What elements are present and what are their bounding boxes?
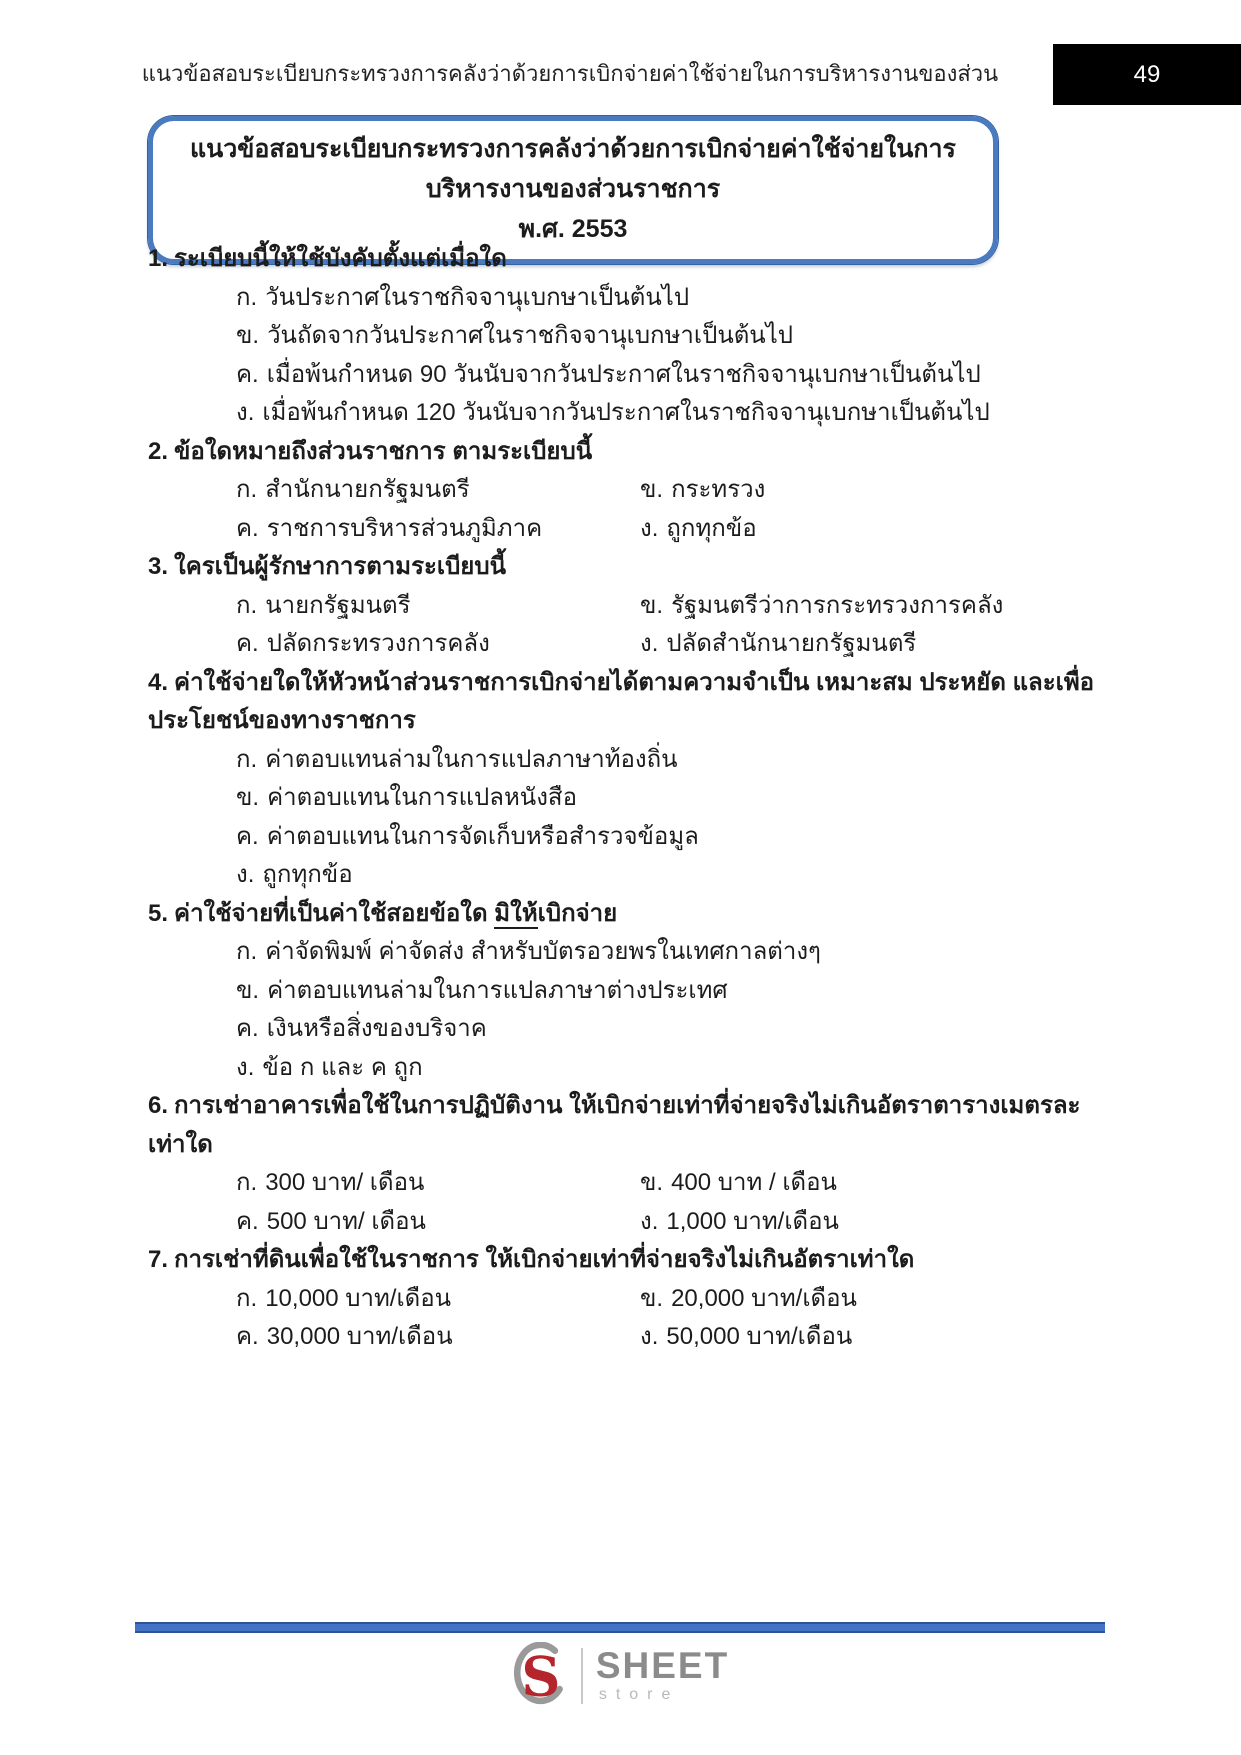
question-3 [148,548,1105,664]
choice-text: กระทรวง [671,476,766,503]
choice-text: เมื่อพ้นกำหนด 90 วันนับจากวันประกาศในราชกิจจานุเบกษาเป็นต้นไป [266,360,981,388]
footer-divider-bar [135,1622,1105,1633]
choice-label: ค. [236,1207,259,1235]
choice-text: เมื่อพ้นกำหนด 120 วันนับจากวันประกาศในราชกิจจานุเบกษาเป็นต้นไป [262,399,990,426]
choice [148,317,1105,356]
choice [148,394,1105,433]
question-title-underlined: มิให้ [494,899,538,927]
question-text [148,1087,1105,1164]
choice-text: เงินหรือสิ่งของบริจาค [266,1015,487,1042]
choice-label: ง. [640,514,659,542]
choices [148,587,1105,664]
choice-text: ค่าตอบแทนล่ามในการแปลภาษาท้องถิ่น [265,745,678,773]
choices [148,471,1105,548]
page-number: 49 [1133,60,1161,88]
choice [148,1203,640,1242]
choice-label: ง. [236,1053,255,1081]
choice-text: ค่าตอบแทนในการจัดเก็บหรือสำรวจข้อมูล [266,822,699,850]
running-header-title: แนวข้อสอบระเบียบกระทรวงการคลังว่าด้วยการเบิกจ่ายค่าใช้จ่ายในการบริหารงานของส่วน [141,61,999,86]
question-title: ใครเป็นผู้รักษาการตามระเบียบนี้ [174,553,507,580]
choice-label: ก. [236,1169,258,1196]
question-text [148,1241,1105,1280]
choice-label: ค. [236,1323,259,1350]
choice-label: ก. [236,745,258,773]
choice-label: ข. [236,976,260,1004]
choice-label: ข. [236,784,260,811]
question-text [148,548,1105,587]
choice-label: ค. [236,1015,259,1042]
choice [640,1203,1105,1242]
choice [148,471,640,510]
choice [640,1164,1105,1203]
choice-text: 10,000 บาท/เดือน [265,1284,452,1312]
choice [148,279,1105,318]
choice-label: ข. [640,476,664,503]
choice-text: 500 บาท/ เดือน [266,1207,426,1235]
choices [148,1164,1105,1241]
choices [148,933,1105,1087]
choice [148,856,1105,895]
choice-label: ข. [640,591,664,619]
choice [148,356,1105,395]
logo-mark-letter: S [521,1644,561,1709]
choice [148,818,1105,857]
choice [640,471,1105,510]
brand-subtitle: store [598,1686,680,1703]
choice-label: ค. [236,822,259,850]
choice [148,1164,640,1203]
question-list [148,240,1105,1357]
choice-label: ข. [640,1169,664,1196]
question-2 [148,433,1105,549]
question-number: 3. [148,553,169,580]
question-7 [148,1241,1105,1357]
choice-text: ถูกทุกข้อ [666,514,757,542]
choice-label: ค. [236,630,259,657]
choice-label: ข. [236,322,260,349]
choice-text: ค่าตอบแทนในการแปลหนังสือ [267,784,577,811]
document-title-line2: พ.ศ. 2553 [518,215,628,243]
choice-text: ค่าจัดพิมพ์ ค่าจัดส่ง สำหรับบัตรอวยพรในเทศกาลต่างๆ [265,938,821,965]
document-title-line1: แนวข้อสอบระเบียบกระทรวงการคลังว่าด้วยการเบิกจ่ายค่าใช้จ่ายในการบริหารงานของส่วนราชการ [190,135,956,203]
question-number: 5. [148,899,169,927]
choice [148,1318,640,1357]
choice-text: ข้อ ก และ ค ถูก [262,1053,423,1081]
question-number: 7. [148,1246,169,1273]
choice-text: วันประกาศในราชกิจจานุเบกษาเป็นต้นไป [265,283,690,311]
choice-label: ง. [236,861,255,888]
choice-text: ราชการบริหารส่วนภูมิภาค [266,514,543,542]
choice [148,1280,640,1319]
question-1 [148,240,1105,433]
choice-text: นายกรัฐมนตรี [265,591,411,619]
choice-text: ปลัดกระทรวงการคลัง [266,630,490,657]
question-text [148,664,1105,741]
choice [148,1049,1105,1088]
question-title: การเช่าที่ดินเพื่อใช้ในราชการ ให้เบิกจ่ายเท่าที่จ่ายจริงไม่เกินอัตราเท่าใด [174,1246,915,1273]
choice-label: ก. [236,938,258,965]
question-title: การเช่าอาคารเพื่อใช้ในการปฏิบัติงาน ให้เบิกจ่ายเท่าที่จ่ายจริงไม่เกินอัตราตารางเมตรละเท่าใด [148,1092,1081,1158]
question-title: ข้อใดหมายถึงส่วนราชการ ตามระเบียบนี้ [174,437,593,465]
choice [148,741,1105,780]
brand-name: SHEET [595,1645,730,1686]
choice-label: ค. [236,360,259,388]
choice [148,587,640,626]
choice-text: 300 บาท/ เดือน [265,1169,425,1196]
choice-label: ง. [640,1207,659,1235]
choice [148,625,640,664]
choice [640,1318,1105,1357]
choice-label: ก. [236,476,258,503]
choice-text: 50,000 บาท/เดือน [666,1323,853,1350]
choice-label: ค. [236,514,259,542]
question-5 [148,895,1105,1088]
choice [640,510,1105,549]
question-title-suffix: เบิกจ่าย [537,899,618,927]
choice-label: ก. [236,1284,258,1312]
choice-text: สำนักนายกรัฐมนตรี [265,476,470,503]
choice [148,1010,1105,1049]
choice-label: ง. [640,630,659,657]
choice-label: ง. [236,399,255,426]
choice-label: ก. [236,591,258,619]
question-number: 6. [148,1092,169,1119]
choice-text: 400 บาท / เดือน [671,1169,837,1196]
question-number: 4. [148,668,169,696]
question-title: ค่าใช้จ่ายใดให้หัวหน้าส่วนราชการเบิกจ่ายได้ตามความจำเป็น เหมาะสม ประหยัด และเพื่อประโยชน์ของทางราชการ [148,668,1095,734]
choices [148,741,1105,895]
question-text [148,240,1105,279]
question-number: 1. [148,245,169,272]
choice-text: รัฐมนตรีว่าการกระทรวงการคลัง [671,591,1004,619]
choice-text: 1,000 บาท/เดือน [666,1207,839,1235]
sheet-store-logo-icon [512,1642,568,1710]
question-4 [148,664,1105,895]
choice [148,510,640,549]
logo-divider-line [581,1648,583,1704]
question-text [148,433,1105,472]
question-text [148,895,1105,934]
page-number-box [1053,44,1241,105]
choice [148,779,1105,818]
question-number: 2. [148,437,169,465]
question-6 [148,1087,1105,1241]
choice-text: วันถัดจากวันประกาศในราชกิจจานุเบกษาเป็นต้นไป [267,322,794,349]
logo-text-block [596,1647,729,1705]
choices [148,1280,1105,1357]
choice-text: ค่าตอบแทนล่ามในการแปลภาษาต่างประเทศ [267,976,728,1004]
choice-text: 30,000 บาท/เดือน [266,1323,453,1350]
choice [640,1280,1105,1319]
choice [640,587,1105,626]
choice [148,972,1105,1011]
question-title: ระเบียบนี้ให้ใช้บังคับตั้งแต่เมื่อใด [174,245,507,272]
question-title-prefix: ค่าใช้จ่ายที่เป็นค่าใช้สอยข้อใด [174,899,495,927]
choice [640,625,1105,664]
choice [148,933,1105,972]
choice-label: ข. [640,1284,664,1312]
choice-text: 20,000 บาท/เดือน [671,1284,857,1312]
choice-label: ง. [640,1323,659,1350]
choice-label: ก. [236,283,258,311]
choice-text: ถูกทุกข้อ [262,861,353,888]
sheet-store-logo [0,1642,1241,1710]
choice-text: ปลัดสำนักนายกรัฐมนตรี [666,630,917,657]
choices [148,279,1105,433]
